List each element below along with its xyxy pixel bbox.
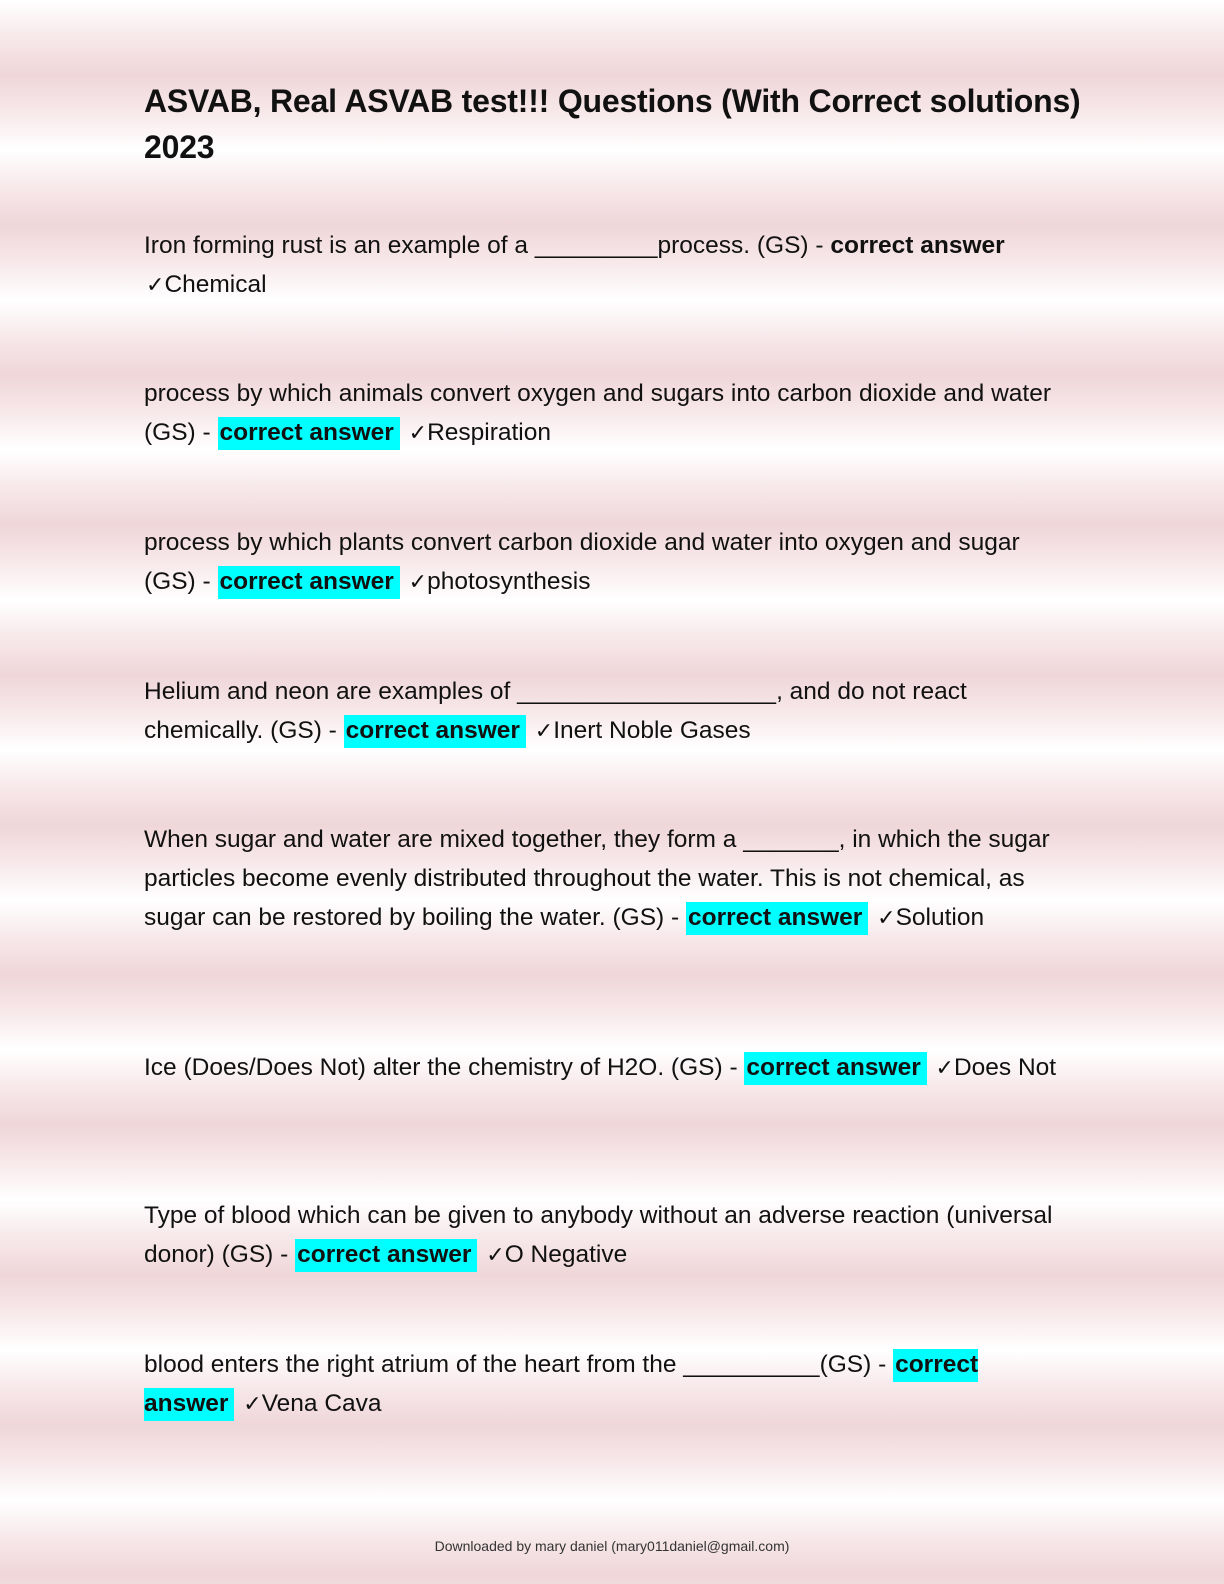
correct-answer-label: correct answer [144,1349,978,1421]
question-text: Type of blood which can be given to anybody without an adverse reaction (universal donor) (GS) - [144,1202,1053,1268]
question-text: process by which plants convert carbon dioxide and water into oxygen and sugar (GS) - [144,529,1020,595]
check-mark-icon: ✓ [408,570,428,595]
question-text: When sugar and water are mixed together, they form a [144,826,744,853]
question-item [144,226,1074,305]
fill-in-blank: _______ [743,826,839,853]
question-item [144,374,1074,453]
answer-text: Chemical [164,271,267,298]
question-text: Iron forming rust is an example of a [144,232,535,259]
correct-answer-label: correct answer [218,417,400,450]
correct-answer-label: correct answer [218,566,400,599]
question-item [144,1196,1074,1275]
question-text: Ice (Does/Does Not) alter the chemistry of H2O. (GS) - [144,1054,745,1081]
check-mark-icon: ✓ [408,421,428,446]
answer-text: Inert Noble Gases [553,717,751,744]
document-title: ASVAB, Real ASVAB test!!! Questions (With Correct solutions) 2023 [144,83,1081,165]
page-content [144,78,1084,1417]
correct-answer-label: correct answer [344,715,526,748]
check-mark-icon: ✓ [243,1392,262,1417]
question-item [144,672,1074,751]
question-item [144,1048,1074,1088]
correct-answer-label: correct answer [830,232,1005,259]
correct-answer-label: correct answer [686,902,868,935]
question-text: process by which animals convert oxygen and sugars into carbon dioxide and water (GS) - [144,380,1052,446]
answer-text: Does Not [953,1054,1057,1081]
question-text: Helium and neon are examples of [144,678,518,705]
question-item [144,523,1074,602]
correct-answer-label: correct answer [295,1239,477,1272]
answer-text: Respiration [427,419,551,446]
question-text: , in which the sugar particles become evenly distributed throughout the water. This is not chemical, as sugar can be restored by boiling the water. (GS) - [144,826,1050,931]
question-text: blood enters the right atrium of the heart from the [144,1351,684,1378]
answer-text: photosynthesis [427,568,591,595]
check-mark-icon: ✓ [935,1056,954,1081]
correct-answer-label: correct answer [744,1052,926,1085]
download-footer: Downloaded by mary daniel (mary011daniel@gmail.com) [434,1538,790,1554]
check-mark-icon: ✓ [146,273,165,298]
answer-text: Vena Cava [261,1390,382,1417]
answer-text: O Negative [504,1241,628,1268]
fill-in-blank: _________ [534,232,658,259]
fill-in-blank: ___________________ [517,678,777,705]
question-text: (GS) - [819,1351,894,1378]
question-item [144,820,1074,938]
answer-text: Solution [895,904,985,931]
check-mark-icon: ✓ [486,1243,505,1268]
question-text: process. (GS) - [657,232,831,259]
question-item [144,1345,1074,1424]
question-text: , and do not react chemically. (GS) - [144,678,967,744]
check-mark-icon: ✓ [877,906,896,931]
fill-in-blank: __________ [683,1351,820,1378]
check-mark-icon: ✓ [534,719,554,744]
